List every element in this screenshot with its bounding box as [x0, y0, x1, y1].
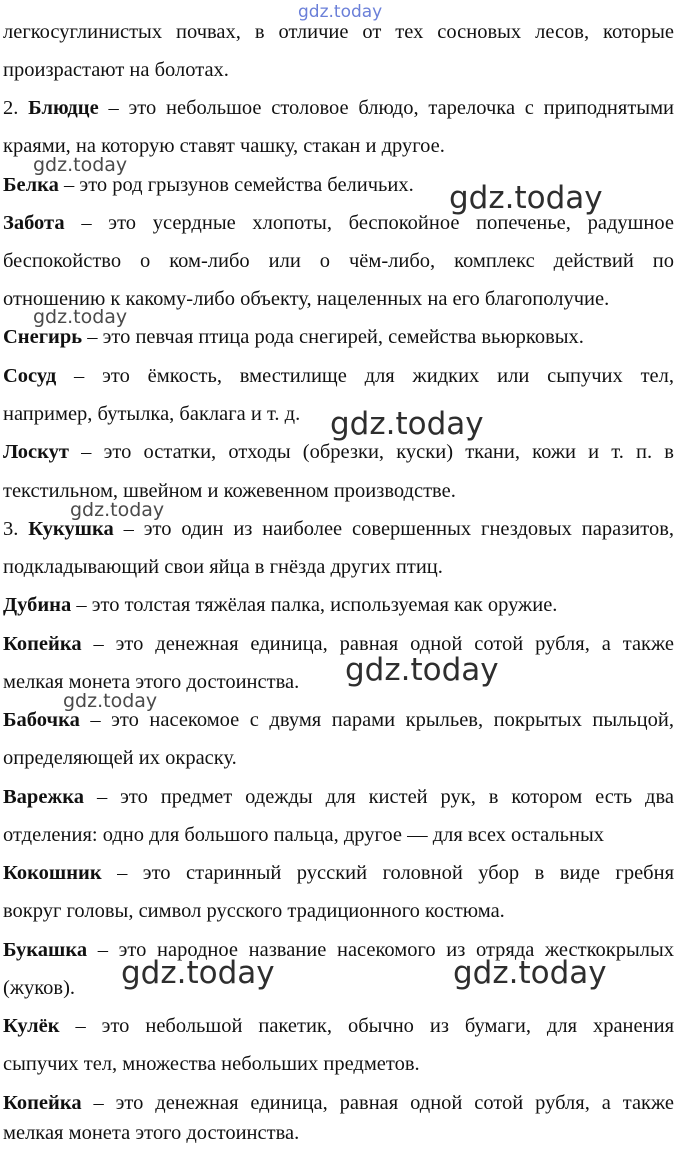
watermark: gdz.today — [345, 652, 499, 688]
watermark: gdz.today — [33, 154, 128, 176]
watermark: gdz.today — [33, 306, 128, 328]
text-line: мелкая монета этого достоинства. — [3, 1122, 300, 1144]
text-line: вокруг головы, символ русского традиционного костюма. — [3, 900, 505, 922]
term: Бабочка — [3, 709, 80, 731]
text-line: Забота – это усердные хлопоты, беспокойное попеченье, радушное — [3, 212, 674, 234]
text-line: беспокойство о ком-либо или о чём-либо, комплекс действий по — [3, 250, 674, 272]
term: Белка — [3, 174, 59, 196]
text-line: мелкая монета этого достоинства. — [3, 671, 300, 693]
text-line: отношению к какому-либо объекту, нацеленных на его благополучие. — [3, 288, 610, 310]
text-line: (жуков). — [3, 977, 76, 999]
text-line: Дубина – это толстая тяжёлая палка, используемая как оружие. — [3, 594, 558, 616]
term: Забота — [3, 212, 65, 234]
watermark: gdz.today — [449, 180, 603, 216]
watermark: gdz.today — [63, 690, 158, 712]
text-line: Копейка – это денежная единица, равная одной сотой рубля, а также — [3, 1092, 674, 1114]
term: Варежка — [3, 786, 85, 808]
watermark: gdz.today — [70, 499, 165, 521]
text-line: Белка – это род грызунов семейства беличьих. — [3, 174, 414, 196]
watermark: gdz.today — [453, 955, 607, 991]
term: Копейка — [3, 1092, 82, 1114]
text-line: 2. Блюдце – это небольшое столовое блюдо, тарелочка с приподнятыми — [3, 97, 674, 119]
watermark: gdz.today — [330, 406, 484, 442]
text-line: Кулёк – это небольшой пакетик, обычно из бумаги, для хранения — [3, 1015, 674, 1037]
text-line: Лоскут – это остатки, отходы (обрезки, куски) ткани, кожи и т. п. в — [3, 441, 674, 463]
term: Кокошник — [3, 862, 102, 884]
text-line: например, бутылка, баклага и т. д. — [3, 403, 301, 425]
text-line: Снегирь – это певчая птица рода снегирей, семейства вьюрковых. — [3, 326, 584, 348]
text-line: краями, на которую ставят чашку, стакан и другое. — [3, 135, 445, 157]
watermark: gdz.today — [298, 2, 383, 22]
watermark: gdz.today — [121, 955, 275, 991]
text-line: произрастают на болотах. — [3, 59, 229, 81]
text-line: Сосуд – это ёмкость, вместилище для жидких или сыпучих тел, — [3, 365, 674, 387]
text-line: Букашка – это народное название насекомого из отряда жесткокрылых — [3, 939, 674, 961]
text-line: Бабочка – это насекомое с двумя парами крыльев, покрытых пыльцой, — [3, 709, 674, 731]
term: Кукушка — [28, 518, 114, 540]
term: Сосуд — [3, 365, 57, 387]
term: Дубина — [3, 594, 72, 616]
term: Копейка — [3, 633, 82, 655]
text-line: 3. Кукушка – это один из наиболее совершенных гнездовых паразитов, — [3, 518, 674, 540]
term: Снегирь — [3, 326, 83, 348]
text-line: сыпучих тел, множества небольших предметов. — [3, 1053, 420, 1075]
text-line: определяющей их окраску. — [3, 747, 237, 769]
text-line: Кокошник – это старинный русский головной убор в виде гребня — [3, 862, 674, 884]
text-line: легкосуглинистых почвах, в отличие от тех сосновых лесов, которые — [3, 21, 674, 43]
term: Кулёк — [3, 1015, 60, 1037]
text-line: отделения: одно для большого пальца, другое — для всех остальных — [3, 824, 604, 846]
text-line: Копейка – это денежная единица, равная одной сотой рубля, а также — [3, 633, 674, 655]
text-line: текстильном, швейном и кожевенном производстве. — [3, 480, 456, 502]
text-line: подкладывающий свои яйца в гнёзда других птиц. — [3, 556, 443, 578]
term: Блюдце — [28, 97, 99, 119]
term: Букашка — [3, 939, 88, 961]
term: Лоскут — [3, 441, 69, 463]
text-line: Варежка – это предмет одежды для кистей рук, в котором есть два — [3, 786, 674, 808]
